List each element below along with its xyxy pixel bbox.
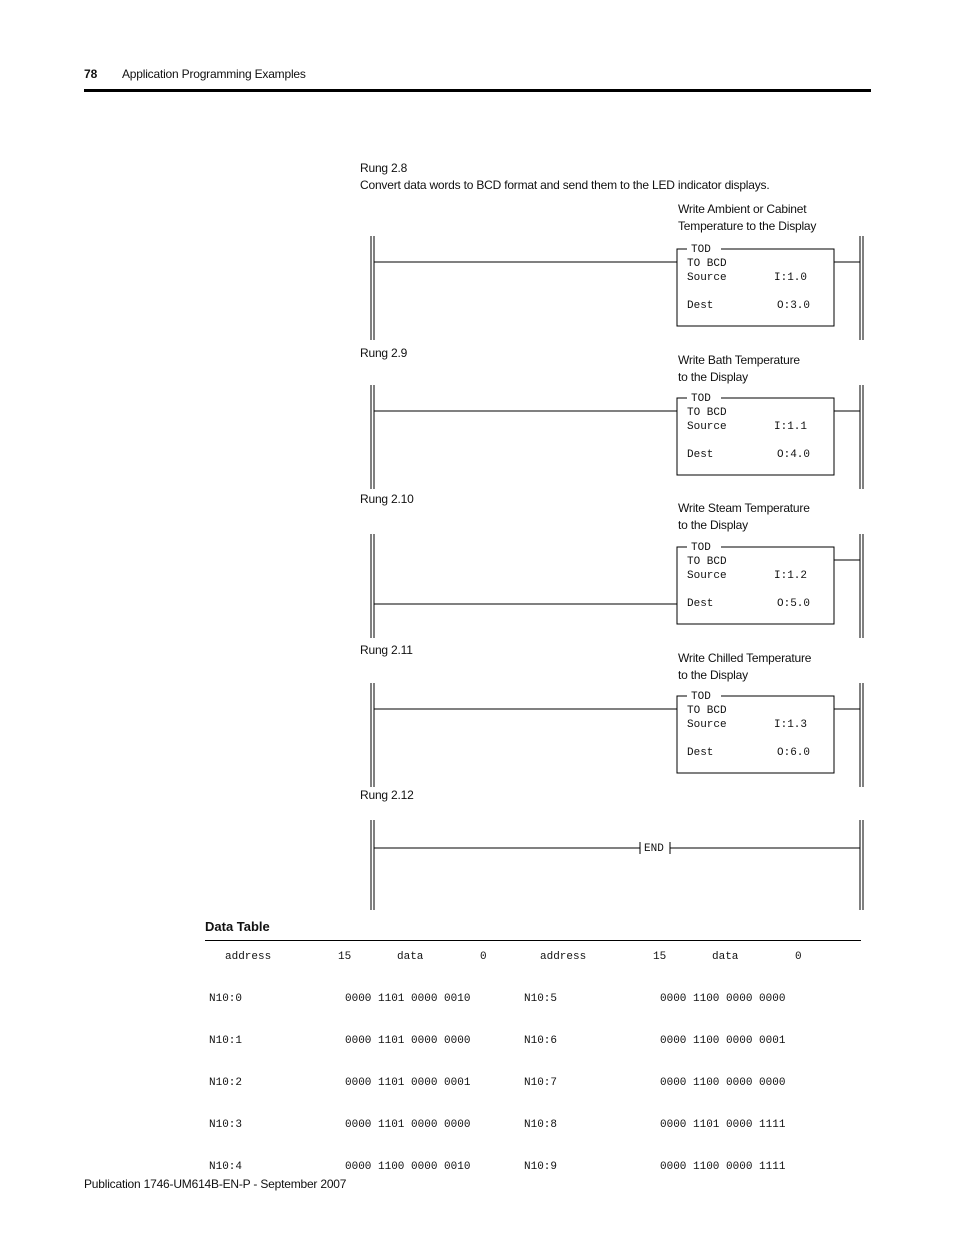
rung-label-2-8: Rung 2.8 [360,161,408,175]
end-instruction: END [644,843,664,855]
ladder-rung-2-11 [360,681,870,789]
caption-line: to the Display [678,370,748,384]
table-cell-address: N10:6 [524,1035,558,1047]
dt-left-values [345,964,470,1188]
table-cell-address: N10:5 [524,993,558,1005]
dt-header-bit-low: 0 [795,951,802,963]
instruction-mnemonic: TOD [691,691,711,703]
rung-caption [678,650,811,684]
rung-label-2-9: Rung 2.9 [360,346,408,360]
instruction-title: TO BCD [687,407,727,419]
header-rule [84,89,871,92]
dest-value: O:3.0 [777,300,811,312]
dt-header-bit-low: 0 [480,951,487,963]
table-cell-address: N10:4 [209,1161,243,1173]
rung-caption [678,352,800,386]
caption-line: Temperature to the Display [678,219,817,233]
source-value: I:1.2 [774,570,808,582]
table-cell-value: 0000 1100 0000 0010 [345,1161,471,1173]
dt-header-bit-high: 15 [338,951,352,963]
caption-line: to the Display [678,518,748,532]
data-table-title: Data Table [205,919,270,934]
table-cell-value: 0000 1101 0000 0001 [345,1077,471,1089]
dt-header-address: address [540,951,587,963]
table-cell-address: N10:9 [524,1161,558,1173]
source-label: Source [687,570,727,582]
instruction-mnemonic: TOD [691,244,711,256]
dt-right-addresses [524,964,557,1188]
dest-value: O:4.0 [777,449,811,461]
table-cell-value: 0000 1100 0000 0001 [660,1035,786,1047]
source-label: Source [687,421,727,433]
table-cell-address: N10:3 [209,1119,243,1131]
caption-line: Write Bath Temperature [678,353,800,367]
source-value: I:1.3 [774,719,808,731]
dt-left-addresses [209,964,242,1188]
caption-line: Write Chilled Temperature [678,651,812,665]
table-cell-value: 0000 1101 0000 0010 [345,993,471,1005]
ladder-rung-2-12 [360,818,870,914]
table-cell-value: 0000 1100 0000 1111 [660,1161,786,1173]
table-cell-address: N10:7 [524,1077,558,1089]
table-cell-value: 0000 1101 0000 0000 [345,1035,471,1047]
instruction-title: TO BCD [687,556,727,568]
dt-header-data: data [712,951,739,963]
table-cell-address: N10:8 [524,1119,558,1131]
source-label: Source [687,272,727,284]
page-number: 78 [84,67,98,81]
source-value: I:1.0 [774,272,808,284]
table-cell-address: N10:2 [209,1077,243,1089]
dest-value: O:6.0 [777,747,811,759]
instruction-title: TO BCD [687,705,727,717]
caption-line: Write Ambient or Cabinet [678,202,807,216]
dest-label: Dest [687,747,714,759]
ladder-rung-2-9 [360,383,870,491]
source-label: Source [687,719,727,731]
header-title: Application Programming Examples [122,67,306,81]
footer-publication: Publication 1746-UM614B-EN-P - September 2007 [84,1177,347,1191]
rung-label-2-11: Rung 2.11 [360,643,413,657]
data-table-rule [205,940,861,941]
ladder-rung-2-8 [360,234,870,342]
rung-label-2-10: Rung 2.10 [360,492,414,506]
caption-line: Write Steam Temperature [678,501,810,515]
instruction-title: TO BCD [687,258,727,270]
table-cell-address: N10:1 [209,1035,243,1047]
rung-caption [678,500,810,534]
dest-label: Dest [687,598,714,610]
table-cell-value: 0000 1100 0000 0000 [660,1077,786,1089]
caption-line: to the Display [678,668,748,682]
dt-header-data: data [397,951,424,963]
ladder-rung-2-10 [360,532,870,640]
dt-header-bit-high: 15 [653,951,667,963]
dest-value: O:5.0 [777,598,811,610]
table-cell-value: 0000 1101 0000 0000 [345,1119,471,1131]
table-cell-value: 0000 1100 0000 0000 [660,993,786,1005]
rung-description: Convert data words to BCD format and send them to the LED indicator displays. [360,178,770,192]
rung-caption [678,201,816,235]
rung-label-2-12: Rung 2.12 [360,788,414,802]
dest-label: Dest [687,300,714,312]
instruction-mnemonic: TOD [691,393,711,405]
table-cell-value: 0000 1101 0000 1111 [660,1119,786,1131]
instruction-mnemonic: TOD [691,542,711,554]
dt-header-address: address [225,951,272,963]
dest-label: Dest [687,449,714,461]
dt-right-values [660,964,785,1188]
table-cell-address: N10:0 [209,993,243,1005]
source-value: I:1.1 [774,421,808,433]
